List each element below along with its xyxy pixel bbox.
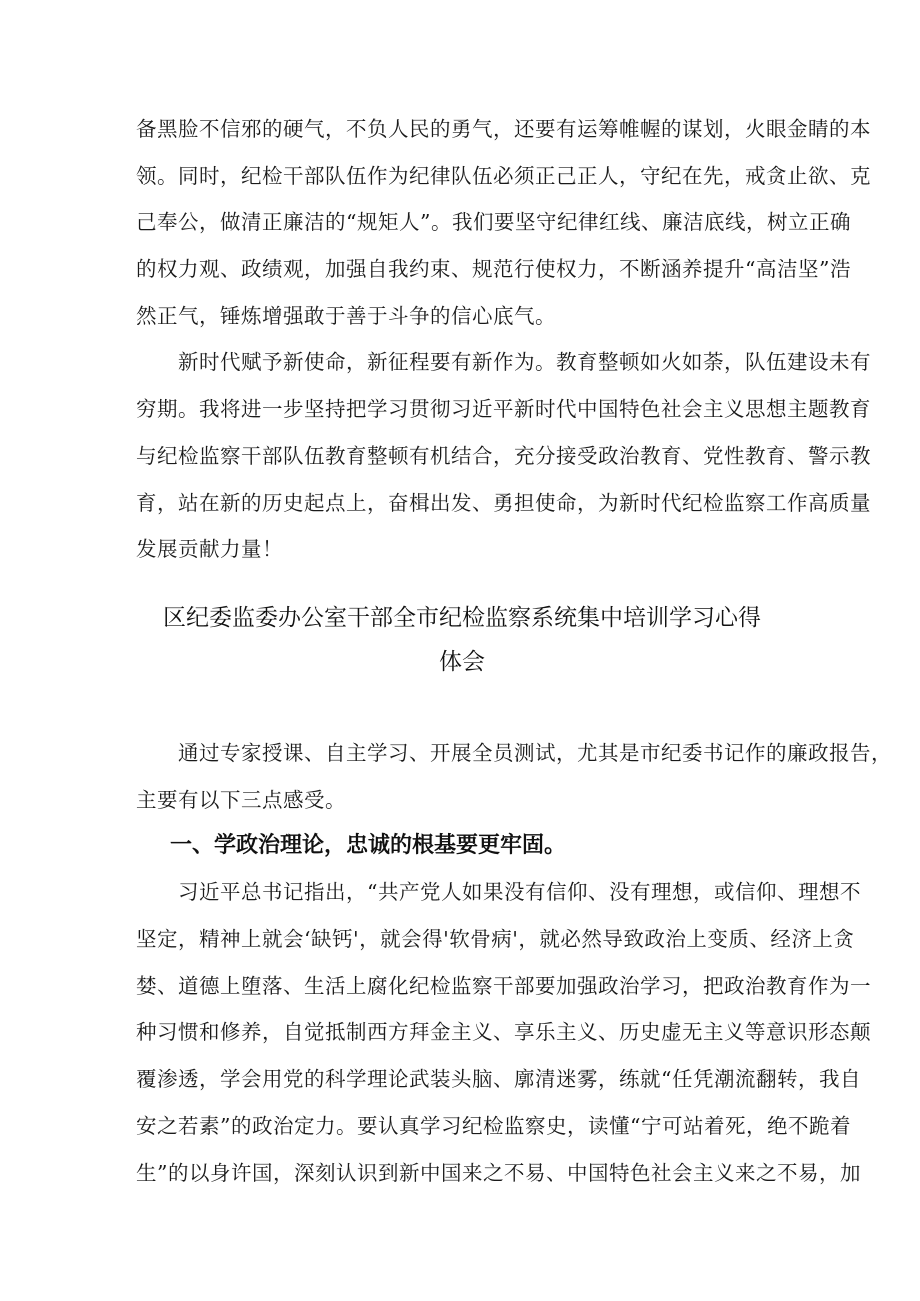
paragraph-line: 育，站在新的历史起点上，奋楫出发、勇担使命，为新时代纪检监察工作高质量 bbox=[136, 490, 871, 515]
article-title-line: 体会 bbox=[439, 649, 485, 675]
paragraph-line: 穷期。我将进一步坚持把学习贯彻习近平新时代中国特色社会主义思想主题教育 bbox=[136, 397, 871, 422]
paragraph-line: 新时代赋予新使命，新征程要有新作为。教育整顿如火如荼，队伍建设未有 bbox=[178, 350, 871, 375]
document-body-top bbox=[136, 106, 871, 573]
paragraph-line: 种习惯和修养，自觉抵制西方拜金主义、享乐主义、历史虚无主义等意识形态颠 bbox=[136, 1020, 871, 1045]
paragraph-line: 主要有以下三点感受。 bbox=[136, 787, 346, 812]
paragraph-line: 的权力观、政绩观，加强自我约束、规范行使权力，不断涵养提升“高洁坚”浩 bbox=[136, 257, 851, 282]
paragraph-line: 婪、道德上堕落、生活上腐化纪检监察干部要加强政治学习，把政治教育作为一 bbox=[136, 973, 871, 998]
paragraph-line: 与纪检监察干部队伍教育整顿有机结合，充分接受政治教育、党性教育、警示教 bbox=[136, 443, 871, 468]
paragraph-line: 备黑脸不信邪的硬气，不负人民的勇气，还要有运筹帷幄的谋划，火眼金睛的本 bbox=[136, 117, 871, 141]
paragraph-line: 发展贡献力量！ bbox=[136, 537, 283, 562]
paragraph-line: 生”的以身许国，深刻认识到新中国来之不易、中国特色社会主义来之不易，加 bbox=[136, 1160, 861, 1185]
article-title-line: 区纪委监委办公室干部全市纪检监察系统集中培训学习心得 bbox=[163, 605, 761, 631]
paragraph-line: 然正气，锤炼增强敢于善于斗争的信心底气。 bbox=[136, 303, 556, 328]
paragraph-line: 领。同时，纪检干部队伍作为纪律队伍必须正己正人，守纪在先，戒贪止欲、克 bbox=[136, 163, 871, 188]
section-heading: 一、学政治理论，忠诚的根基要更牢固。 bbox=[170, 833, 567, 859]
paragraph-line: 安之若素”的政治定力。要认真学习纪检监察史，读懂“宁可站着死，绝不跪着 bbox=[136, 1113, 851, 1138]
paragraph-line: 覆渗透，学会用党的科学理论武装头脑、廓清迷雾，练就“任凭潮流翻转，我自 bbox=[136, 1067, 861, 1092]
paragraph-line: 己奉公，做清正廉洁的“规矩人”。我们要坚守纪律红线、廉洁底线，树立正确 bbox=[136, 210, 851, 235]
paragraph-line: 坚定，精神上就会‘缺钙'，就会得'软骨病'，就必然导致政治上变质、经济上贪 bbox=[136, 927, 855, 952]
paragraph-line: 习近平总书记指出，“共产党人如果没有信仰、没有理想，或信仰、理想不 bbox=[178, 880, 861, 905]
paragraph-line: 通过专家授课、自主学习、开展全员测试，尤其是市纪委书记作的廉政报告， bbox=[178, 741, 892, 765]
document-body-bottom bbox=[136, 730, 892, 1196]
article-title bbox=[136, 596, 788, 684]
